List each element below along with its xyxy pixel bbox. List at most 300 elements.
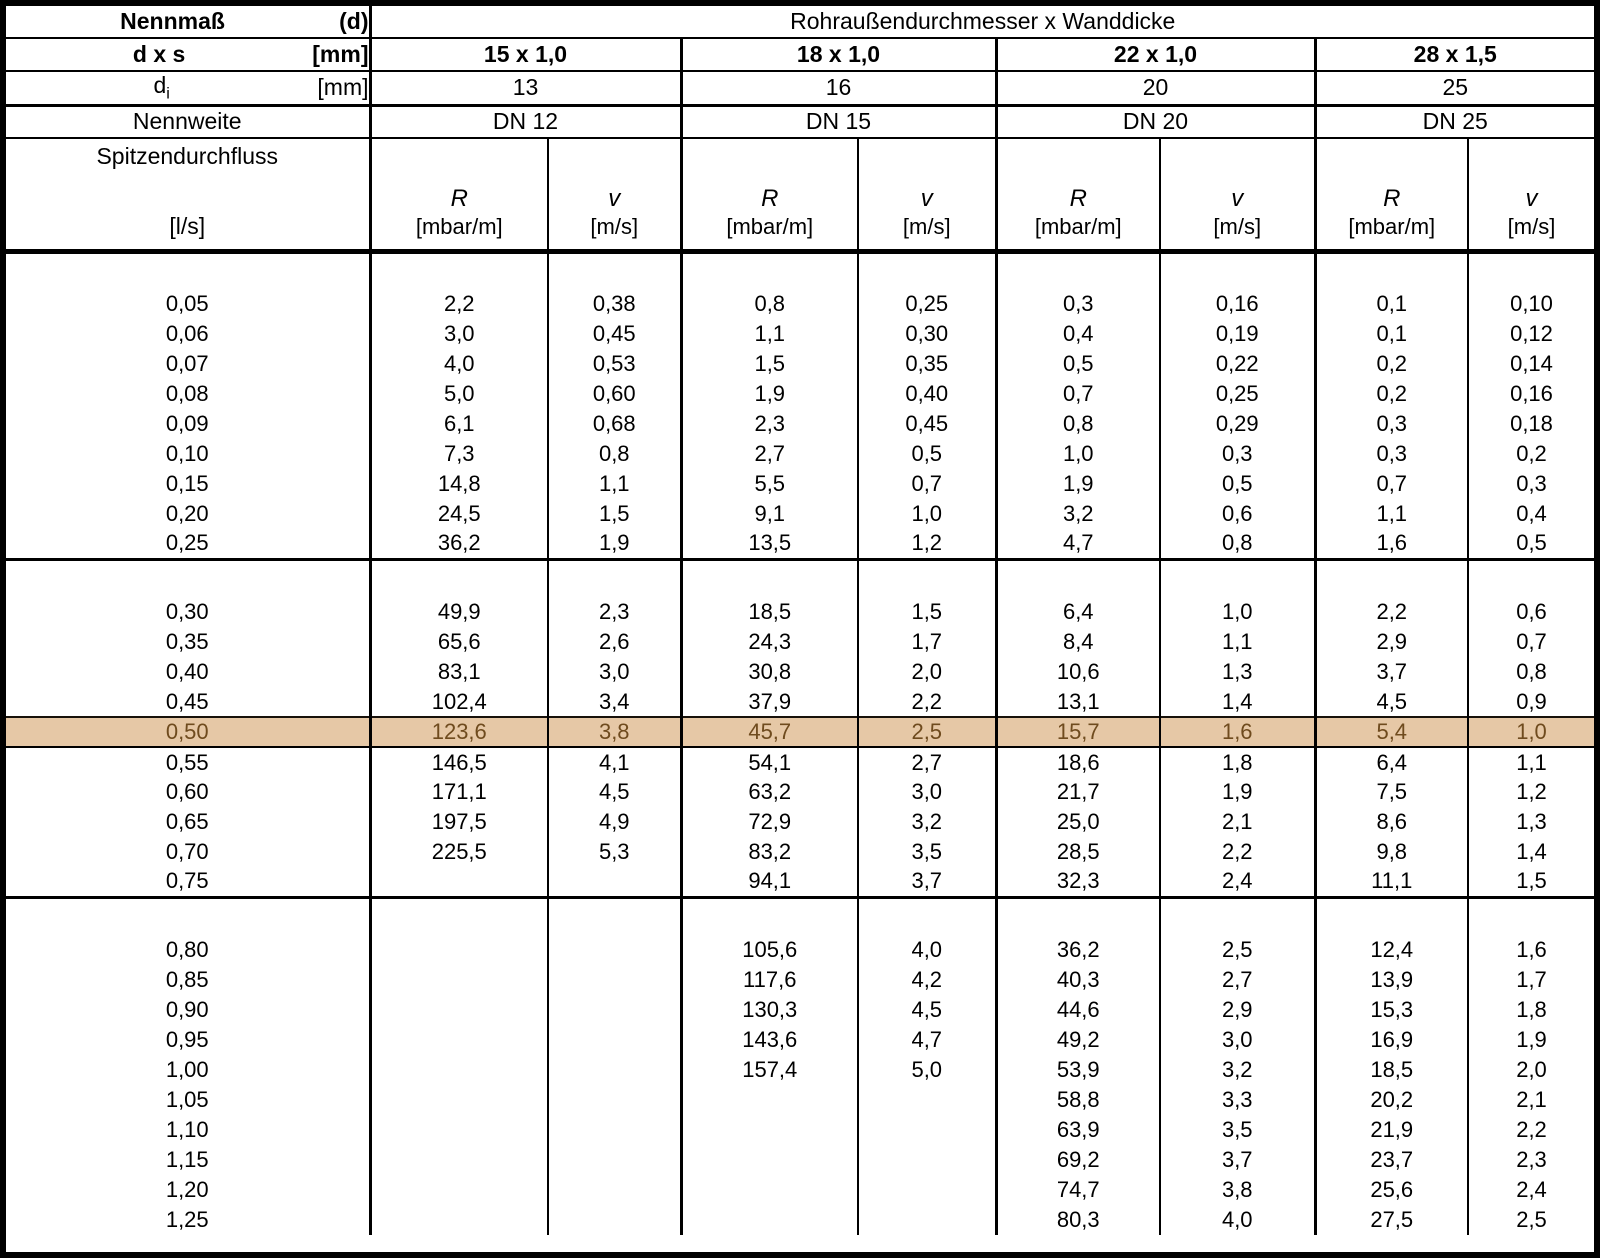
- r-value-cell: [370, 1085, 548, 1115]
- v-value-cell: 1,3: [1468, 807, 1594, 837]
- r-value-cell: 4,5: [1315, 687, 1468, 717]
- flow-cell: 0,30: [165, 599, 209, 625]
- flow-cell: 0,06: [165, 321, 209, 347]
- r-value-cell: 21,9: [1315, 1115, 1468, 1145]
- r-value-cell: 15,7: [996, 717, 1160, 747]
- r-value-cell: 4,0: [370, 349, 548, 379]
- v-value-cell: 0,10: [1468, 289, 1594, 319]
- v-value-cell: 1,8: [1160, 747, 1315, 777]
- nennmass-cell: [6, 6, 370, 38]
- v-value-cell: [548, 1115, 681, 1145]
- r-value-cell: 74,7: [996, 1175, 1160, 1205]
- spacer-cell: [681, 897, 858, 935]
- v-value-cell: 3,3: [1160, 1085, 1315, 1115]
- r-value-cell: 123,6: [370, 717, 548, 747]
- dn-value: DN 12: [370, 105, 681, 138]
- table-row: [6, 965, 1594, 995]
- flow-cell: 0,50: [6, 717, 370, 747]
- v-value-cell: 0,35: [858, 349, 996, 379]
- r-value-cell: 1,9: [681, 379, 858, 409]
- flow-cell: 0,70: [165, 839, 209, 865]
- v-value-cell: [548, 995, 681, 1025]
- table-row: [6, 1205, 1594, 1235]
- v-value-cell: 0,6: [1468, 597, 1594, 627]
- r-header: R [mbar/m]: [1315, 138, 1468, 251]
- r-value-cell: 0,4: [996, 319, 1160, 349]
- spacer-cell: [548, 897, 681, 935]
- flow-cell: 1,15: [165, 1147, 209, 1173]
- v-value-cell: [858, 1175, 996, 1205]
- v-value-cell: [858, 1085, 996, 1115]
- header-row-dxs: [6, 38, 1594, 71]
- spacer-cell: [681, 559, 858, 597]
- v-value-cell: 0,45: [548, 319, 681, 349]
- table-body: [6, 251, 1594, 1235]
- spacer-cell: [370, 251, 548, 289]
- di-cell: [6, 71, 370, 105]
- v-value-cell: 3,0: [858, 777, 996, 807]
- flow-cell: 0,08: [165, 381, 209, 407]
- v-value-cell: 1,4: [1468, 837, 1594, 867]
- v-value-cell: 1,5: [1468, 867, 1594, 897]
- pressure-loss-table: [6, 6, 1594, 1235]
- r-value-cell: 0,1: [1315, 289, 1468, 319]
- v-value-cell: 0,22: [1160, 349, 1315, 379]
- v-value-cell: 2,5: [1468, 1205, 1594, 1235]
- dxs-value: 22 x 1,0: [996, 38, 1315, 71]
- flow-cell: 1,05: [165, 1087, 209, 1113]
- r-value-cell: 49,9: [370, 597, 548, 627]
- spacer-cell: [548, 251, 681, 289]
- v-value-cell: 0,12: [1468, 319, 1594, 349]
- r-value-cell: 5,4: [1315, 717, 1468, 747]
- r-value-cell: 45,7: [681, 717, 858, 747]
- group-spacer-row: [6, 897, 1594, 935]
- v-value-cell: 0,5: [1160, 469, 1315, 499]
- r-value-cell: 23,7: [1315, 1145, 1468, 1175]
- v-value-cell: 2,3: [1468, 1145, 1594, 1175]
- spacer-cell: [1160, 897, 1315, 935]
- spacer-cell: [548, 559, 681, 597]
- v-value-cell: 0,68: [548, 409, 681, 439]
- r-value-cell: 10,6: [996, 657, 1160, 687]
- v-value-cell: 4,9: [548, 807, 681, 837]
- r-value-cell: 37,9: [681, 687, 858, 717]
- r-value-cell: [370, 867, 548, 897]
- v-value-cell: 0,38: [548, 289, 681, 319]
- v-value-cell: 1,1: [1160, 627, 1315, 657]
- v-value-cell: 1,6: [1160, 717, 1315, 747]
- spacer-cell: [6, 897, 370, 935]
- v-value-cell: 0,16: [1468, 379, 1594, 409]
- table-row: [6, 777, 1594, 807]
- nennmass-label: Nennmaß: [120, 8, 225, 34]
- table-row: [6, 935, 1594, 965]
- v-value-cell: 2,0: [858, 657, 996, 687]
- v-value-cell: 0,5: [858, 439, 996, 469]
- v-value-cell: 3,8: [1160, 1175, 1315, 1205]
- v-value-cell: [858, 1145, 996, 1175]
- spacer-cell: [6, 559, 370, 597]
- v-header: v [m/s]: [1160, 138, 1315, 251]
- v-value-cell: 1,2: [858, 529, 996, 559]
- r-value-cell: 36,2: [996, 935, 1160, 965]
- r-value-cell: [370, 1175, 548, 1205]
- v-value-cell: 0,8: [548, 439, 681, 469]
- v-value-cell: 5,3: [548, 837, 681, 867]
- v-value-cell: 0,53: [548, 349, 681, 379]
- flow-cell: 0,75: [165, 868, 209, 894]
- dxs-value: 18 x 1,0: [681, 38, 996, 71]
- spacer-cell: [681, 251, 858, 289]
- flow-unit: [l/s]: [169, 212, 206, 239]
- r-value-cell: 13,5: [681, 529, 858, 559]
- flow-cell: 0,35: [165, 629, 209, 655]
- r-value-cell: [681, 1115, 858, 1145]
- flow-cell: 0,25: [165, 530, 209, 556]
- spacer-cell: [1160, 559, 1315, 597]
- r-value-cell: 20,2: [1315, 1085, 1468, 1115]
- r-value-cell: 7,5: [1315, 777, 1468, 807]
- r-value-cell: [681, 1205, 858, 1235]
- dxs-value: 28 x 1,5: [1315, 38, 1594, 71]
- highlighted-row: [6, 717, 1594, 747]
- r-value-cell: 1,1: [1315, 499, 1468, 529]
- table-row: [6, 597, 1594, 627]
- r-value-cell: 143,6: [681, 1025, 858, 1055]
- v-value-cell: [548, 1145, 681, 1175]
- v-value-cell: 1,7: [858, 627, 996, 657]
- spacer-cell: [858, 559, 996, 597]
- spacer-cell: [370, 559, 548, 597]
- flow-cell: 0,85: [165, 967, 209, 993]
- flow-cell: 0,95: [165, 1027, 209, 1053]
- table-row: [6, 349, 1594, 379]
- r-value-cell: 0,1: [1315, 319, 1468, 349]
- v-value-cell: 0,3: [1160, 439, 1315, 469]
- nennweite-label: Nennweite: [6, 105, 370, 138]
- r-value-cell: 2,2: [1315, 597, 1468, 627]
- outer-diameter-title: Rohraußendurchmesser x Wanddicke: [370, 6, 1594, 38]
- flow-cell: 0,90: [165, 997, 209, 1023]
- v-value-cell: 0,8: [1160, 529, 1315, 559]
- r-value-cell: 1,9: [996, 469, 1160, 499]
- di-value: 25: [1315, 71, 1594, 105]
- v-value-cell: [548, 1055, 681, 1085]
- group-spacer-row: [6, 559, 1594, 597]
- spacer-cell: [858, 251, 996, 289]
- r-value-cell: 0,7: [996, 379, 1160, 409]
- r-value-cell: 0,3: [996, 289, 1160, 319]
- v-value-cell: 2,6: [548, 627, 681, 657]
- r-value-cell: 18,5: [1315, 1055, 1468, 1085]
- table-row: [6, 1175, 1594, 1205]
- r-value-cell: 44,6: [996, 995, 1160, 1025]
- r-value-cell: 24,3: [681, 627, 858, 657]
- v-value-cell: 2,0: [1468, 1055, 1594, 1085]
- table-row: [6, 1145, 1594, 1175]
- v-value-cell: [548, 1085, 681, 1115]
- r-value-cell: 0,3: [1315, 439, 1468, 469]
- v-value-cell: 1,1: [1468, 747, 1594, 777]
- r-value-cell: [370, 1205, 548, 1235]
- r-header: R [mbar/m]: [370, 138, 548, 251]
- v-value-cell: 3,2: [1160, 1055, 1315, 1085]
- r-value-cell: 83,2: [681, 837, 858, 867]
- v-value-cell: 1,6: [1468, 935, 1594, 965]
- r-value-cell: 3,0: [370, 319, 548, 349]
- r-value-cell: 105,6: [681, 935, 858, 965]
- flow-cell: 0,07: [165, 351, 209, 377]
- r-value-cell: 83,1: [370, 657, 548, 687]
- r-value-cell: 3,2: [996, 499, 1160, 529]
- v-value-cell: 2,1: [1468, 1085, 1594, 1115]
- r-value-cell: [370, 1115, 548, 1145]
- v-value-cell: 0,25: [858, 289, 996, 319]
- flow-cell: 0,60: [165, 779, 209, 805]
- r-value-cell: 2,7: [681, 439, 858, 469]
- r-value-cell: 0,3: [1315, 409, 1468, 439]
- r-value-cell: [370, 965, 548, 995]
- table-row: [6, 867, 1594, 897]
- v-value-cell: 0,6: [1160, 499, 1315, 529]
- r-value-cell: 1,6: [1315, 529, 1468, 559]
- r-value-cell: 102,4: [370, 687, 548, 717]
- v-value-cell: [548, 1025, 681, 1055]
- v-value-cell: 0,29: [1160, 409, 1315, 439]
- dxs-value: 15 x 1,0: [370, 38, 681, 71]
- spacer-cell: [1315, 251, 1468, 289]
- v-value-cell: 3,7: [858, 867, 996, 897]
- r-value-cell: 25,0: [996, 807, 1160, 837]
- spacer-cell: [996, 559, 1160, 597]
- v-value-cell: 0,2: [1468, 439, 1594, 469]
- v-value-cell: 2,4: [1468, 1175, 1594, 1205]
- r-value-cell: 1,0: [996, 439, 1160, 469]
- table-row: [6, 529, 1594, 559]
- v-value-cell: 4,1: [548, 747, 681, 777]
- flow-cell: 0,05: [165, 291, 209, 317]
- r-value-cell: 54,1: [681, 747, 858, 777]
- v-value-cell: 0,18: [1468, 409, 1594, 439]
- r-value-cell: 8,6: [1315, 807, 1468, 837]
- table-row: [6, 379, 1594, 409]
- header-row-nennweite: [6, 105, 1594, 138]
- v-header: v [m/s]: [548, 138, 681, 251]
- v-value-cell: 2,2: [1160, 837, 1315, 867]
- r-value-cell: 0,7: [1315, 469, 1468, 499]
- table-row: [6, 807, 1594, 837]
- v-value-cell: 2,3: [548, 597, 681, 627]
- r-value-cell: 40,3: [996, 965, 1160, 995]
- di-label: $d_i$: [153, 72, 170, 103]
- table-row: [6, 687, 1594, 717]
- table-row: [6, 319, 1594, 349]
- flow-cell: 1,00: [165, 1057, 209, 1083]
- r-value-cell: 63,9: [996, 1115, 1160, 1145]
- v-value-cell: 3,2: [858, 807, 996, 837]
- v-value-cell: 1,1: [548, 469, 681, 499]
- flow-label: Spitzendurchfluss: [96, 142, 279, 169]
- v-value-cell: 4,2: [858, 965, 996, 995]
- r-value-cell: 171,1: [370, 777, 548, 807]
- header-row-di: [6, 71, 1594, 105]
- table-row: [6, 1115, 1594, 1145]
- table-row: [6, 499, 1594, 529]
- r-value-cell: 6,1: [370, 409, 548, 439]
- table-row: [6, 409, 1594, 439]
- r-value-cell: 146,5: [370, 747, 548, 777]
- r-header: R [mbar/m]: [996, 138, 1160, 251]
- v-value-cell: 0,7: [858, 469, 996, 499]
- v-value-cell: [548, 935, 681, 965]
- v-value-cell: 0,45: [858, 409, 996, 439]
- r-value-cell: 9,1: [681, 499, 858, 529]
- v-value-cell: 4,7: [858, 1025, 996, 1055]
- v-value-cell: 2,7: [858, 747, 996, 777]
- r-value-cell: 0,8: [681, 289, 858, 319]
- v-value-cell: 4,5: [858, 995, 996, 1025]
- r-value-cell: 15,3: [1315, 995, 1468, 1025]
- v-value-cell: 2,9: [1160, 995, 1315, 1025]
- r-value-cell: 49,2: [996, 1025, 1160, 1055]
- v-value-cell: 0,7: [1468, 627, 1594, 657]
- r-value-cell: 72,9: [681, 807, 858, 837]
- v-value-cell: 0,8: [1468, 657, 1594, 687]
- v-value-cell: 4,5: [548, 777, 681, 807]
- v-value-cell: 1,8: [1468, 995, 1594, 1025]
- v-value-cell: 0,19: [1160, 319, 1315, 349]
- v-value-cell: 0,60: [548, 379, 681, 409]
- v-value-cell: 2,1: [1160, 807, 1315, 837]
- r-value-cell: 3,7: [1315, 657, 1468, 687]
- v-value-cell: 1,0: [1468, 717, 1594, 747]
- r-value-cell: 13,9: [1315, 965, 1468, 995]
- v-value-cell: 4,0: [858, 935, 996, 965]
- r-value-cell: 0,8: [996, 409, 1160, 439]
- di-value: 13: [370, 71, 681, 105]
- flow-cell: 0,15: [165, 471, 209, 497]
- table-row: [6, 747, 1594, 777]
- r-value-cell: [681, 1085, 858, 1115]
- table-row: [6, 469, 1594, 499]
- flow-cell: 0,10: [165, 441, 209, 467]
- r-value-cell: 65,6: [370, 627, 548, 657]
- v-value-cell: 1,5: [858, 597, 996, 627]
- di-value: 20: [996, 71, 1315, 105]
- r-value-cell: 1,5: [681, 349, 858, 379]
- r-value-cell: 32,3: [996, 867, 1160, 897]
- flow-cell: 0,45: [165, 688, 209, 714]
- flow-cell: 0,09: [165, 411, 209, 437]
- v-header: v [m/s]: [1468, 138, 1594, 251]
- r-value-cell: 18,5: [681, 597, 858, 627]
- r-value-cell: 27,5: [1315, 1205, 1468, 1235]
- v-value-cell: 1,9: [1160, 777, 1315, 807]
- v-value-cell: 3,0: [1160, 1025, 1315, 1055]
- v-value-cell: 0,25: [1160, 379, 1315, 409]
- r-value-cell: 5,5: [681, 469, 858, 499]
- spacer-cell: [1468, 559, 1594, 597]
- r-value-cell: 28,5: [996, 837, 1160, 867]
- spacer-cell: [996, 897, 1160, 935]
- r-value-cell: 197,5: [370, 807, 548, 837]
- flow-cell: 1,25: [165, 1207, 209, 1233]
- r-value-cell: 53,9: [996, 1055, 1160, 1085]
- v-value-cell: [548, 1205, 681, 1235]
- v-value-cell: 0,5: [1468, 529, 1594, 559]
- spacer-cell: [370, 897, 548, 935]
- table-row: [6, 1085, 1594, 1115]
- v-value-cell: [858, 1115, 996, 1145]
- v-value-cell: [858, 1205, 996, 1235]
- flow-cell: 0,55: [165, 749, 209, 775]
- r-value-cell: [681, 1145, 858, 1175]
- v-header: v [m/s]: [858, 138, 996, 251]
- dn-value: DN 20: [996, 105, 1315, 138]
- v-value-cell: 3,5: [858, 837, 996, 867]
- r-value-cell: 36,2: [370, 529, 548, 559]
- r-value-cell: 58,8: [996, 1085, 1160, 1115]
- spacer-cell: [1315, 559, 1468, 597]
- nennmass-symbol: (d): [339, 8, 369, 34]
- table-row: [6, 1055, 1594, 1085]
- r-value-cell: 0,2: [1315, 379, 1468, 409]
- header-row-nennmass: [6, 6, 1594, 38]
- v-value-cell: 1,5: [548, 499, 681, 529]
- v-value-cell: 0,4: [1468, 499, 1594, 529]
- dxs-label: d x s: [132, 41, 186, 67]
- di-value: 16: [681, 71, 996, 105]
- dxs-cell: [6, 38, 370, 71]
- r-value-cell: 21,7: [996, 777, 1160, 807]
- r-value-cell: 30,8: [681, 657, 858, 687]
- r-value-cell: [370, 995, 548, 1025]
- flow-cell: 0,40: [165, 659, 209, 685]
- r-value-cell: 130,3: [681, 995, 858, 1025]
- v-value-cell: 2,5: [1160, 935, 1315, 965]
- v-value-cell: 3,8: [548, 717, 681, 747]
- table-row: [6, 995, 1594, 1025]
- r-value-cell: 80,3: [996, 1205, 1160, 1235]
- flow-cell: 0,65: [165, 809, 209, 835]
- v-value-cell: 1,2: [1468, 777, 1594, 807]
- v-value-cell: 0,9: [1468, 687, 1594, 717]
- r-value-cell: [370, 935, 548, 965]
- r-value-cell: 18,6: [996, 747, 1160, 777]
- r-value-cell: 4,7: [996, 529, 1160, 559]
- r-value-cell: 0,5: [996, 349, 1160, 379]
- spacer-cell: [6, 251, 370, 289]
- v-value-cell: 1,7: [1468, 965, 1594, 995]
- flow-cell: 1,10: [165, 1117, 209, 1143]
- spacer-cell: [1160, 251, 1315, 289]
- table-row: [6, 657, 1594, 687]
- v-value-cell: 3,0: [548, 657, 681, 687]
- r-value-cell: 16,9: [1315, 1025, 1468, 1055]
- v-value-cell: 1,0: [858, 499, 996, 529]
- v-value-cell: 2,4: [1160, 867, 1315, 897]
- spacer-cell: [858, 897, 996, 935]
- v-value-cell: 0,14: [1468, 349, 1594, 379]
- table-row: [6, 289, 1594, 319]
- r-value-cell: 14,8: [370, 469, 548, 499]
- table-row: [6, 1025, 1594, 1055]
- v-value-cell: 0,3: [1468, 469, 1594, 499]
- r-value-cell: 69,2: [996, 1145, 1160, 1175]
- r-value-cell: 2,3: [681, 409, 858, 439]
- v-value-cell: [548, 1175, 681, 1205]
